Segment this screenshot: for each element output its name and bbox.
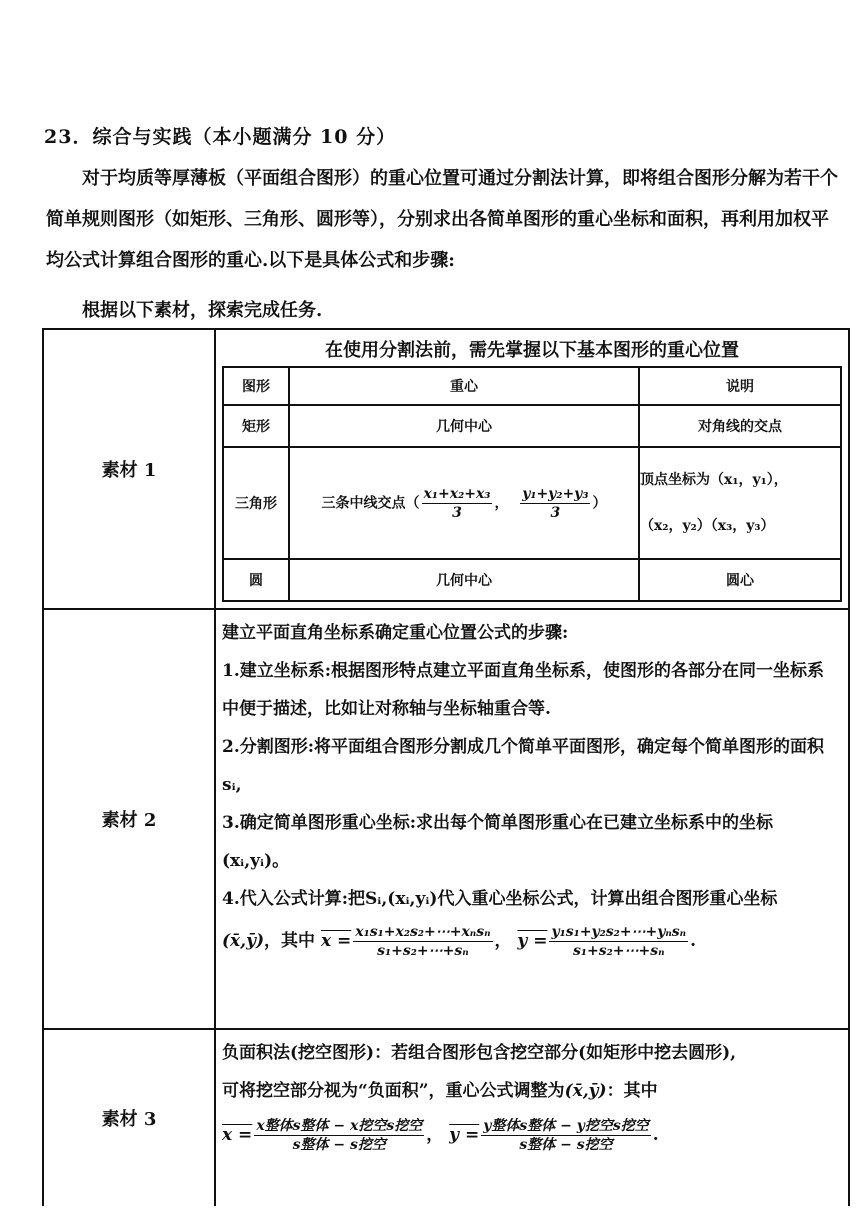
question-instruction: 根据以下素材，探索完成任务.: [82, 300, 323, 321]
material3-label: 素材 3: [43, 1029, 215, 1206]
material2-step3: 3.确定简单图形重心坐标:求出每个简单图形重心在已建立坐标系中的坐标(xᵢ,yᵢ)。: [222, 813, 774, 871]
m3-x-num: x整体s整体 − x挖空s挖空: [256, 1118, 423, 1134]
table-row-circle: [223, 559, 841, 601]
tri-x-fraction: [422, 485, 493, 522]
material2-step1: 1.建立坐标系:根据图形特点建立平面直角坐标系，使图形的各部分在同一坐标系中便于描述，比如让对称轴与坐标轴重合等.: [222, 661, 825, 719]
tri-y-fraction: [520, 485, 590, 522]
m2-x-den: s₁+s₂+⋯+sₙ: [377, 943, 469, 959]
m3-y-den: s整体 − s挖空: [519, 1137, 613, 1153]
m3-x-lhs: x =: [222, 1125, 253, 1145]
material1-content: [215, 329, 849, 609]
header-shape: 图形: [223, 367, 289, 405]
material2-row: [43, 609, 849, 1029]
circle-center: 几何中心: [289, 559, 639, 601]
tri-center-suffix: ）: [592, 495, 607, 511]
tri-x-den: 3: [452, 504, 462, 521]
tri-center-prefix: 三条中线交点（: [321, 495, 420, 511]
m2-x-fraction: [353, 923, 492, 960]
m2-y-lhs: y =: [517, 931, 548, 951]
rect-shape: 矩形: [223, 405, 289, 447]
shape-center-table: [222, 366, 842, 602]
m3-line2-text: 可将挖空部分视为“负面积”，重心公式调整为: [222, 1081, 565, 1101]
materials-table: [42, 328, 850, 1206]
material2-intro: 建立平面直角坐标系确定重心位置公式的步骤:: [222, 623, 569, 643]
m2-comma: ，: [494, 931, 512, 951]
m2-y-den: s₁+s₂+⋯+sₙ: [573, 943, 665, 959]
m3-end: .: [652, 1125, 659, 1145]
header-note: 说明: [639, 367, 841, 405]
m2-mid: ，其中: [264, 931, 316, 951]
m3-x-den: s整体 − s挖空: [292, 1137, 386, 1153]
table-row-triangle: [223, 447, 841, 559]
m3-y-lhs: y =: [449, 1125, 480, 1145]
tri-note-line2: （x₂，y₂）（x₃，y₃）: [640, 518, 775, 534]
tri-y-den: 3: [550, 504, 561, 521]
m2-x-lhs: x =: [320, 931, 352, 951]
material3-content: [215, 1029, 849, 1206]
rect-note: 对角线的交点: [639, 405, 841, 447]
material2-label: 素材 2: [43, 609, 215, 1029]
material2-formula: [222, 922, 840, 960]
m3-comma: ，: [426, 1125, 444, 1145]
table-row-rectangle: [223, 405, 841, 447]
header-center: 重心: [289, 367, 639, 405]
question-title: 23．综合与实践（本小题满分 10 分）: [44, 126, 397, 148]
m2-end: .: [690, 931, 696, 951]
material1-row: [43, 329, 849, 609]
material3-row: [43, 1029, 849, 1206]
m2-pair: (x̄,ȳ): [222, 931, 265, 951]
circle-note: 圆心: [639, 559, 841, 601]
tri-x-num: x₁+x₂+x₃: [423, 485, 491, 502]
m3-pair: (x̄,ȳ): [564, 1081, 607, 1101]
material3-line1: 负面积法(挖空图形)：若组合图形包含挖空部分(如矩形中挖去圆形),: [222, 1043, 737, 1063]
table-header-row: [223, 367, 841, 405]
m2-y-num: y₁s₁+y₂s₂+⋯+yₙsₙ: [551, 924, 687, 940]
material2-step2: 2.分割图形:将平面组合图形分割成几个简单平面图形，确定每个简单图形的面积sᵢ,: [222, 737, 825, 795]
m2-y-fraction: [549, 923, 688, 960]
material2-step4: 4.代入公式计算:把Sᵢ,(xᵢ,yᵢ)代入重心坐标公式，计算出组合图形重心坐标: [222, 889, 778, 909]
material1-label: 素材 1: [43, 329, 215, 609]
m3-x-fraction: [254, 1117, 424, 1154]
tri-note: [639, 447, 841, 559]
circle-shape: 圆: [223, 559, 289, 601]
material3-line2: [222, 1072, 840, 1110]
rect-center: 几何中心: [289, 405, 639, 447]
m2-x-num: x₁s₁+x₂s₂+⋯+xₙsₙ: [355, 924, 491, 940]
m3-y-num: y整体s整体 − y挖空s挖空: [483, 1118, 649, 1134]
question-intro: 对于均质等厚薄板（平面组合图形）的重心位置可通过分割法计算，即将组合图形分解为若干个简单规则图形（如矩形、三角形、圆形等），分别求出各简单图形的重心坐标和面积，再利用加权平均公式计算组合图形的重心.以下是具体公式和步骤:: [46, 168, 838, 271]
material2-content: [215, 609, 849, 1029]
tri-center: 三条中线交点（ $\frac{\text{x₁+x₂+x₃}}{3}$ ， $\frac{\text{y₁+y₂+y₃}}{3}$ ）: [289, 447, 639, 559]
m3-y-fraction: [481, 1117, 651, 1154]
tri-shape: 三角形: [223, 447, 289, 559]
tri-note-line1: 顶点坐标为（x₁，y₁），: [640, 472, 788, 488]
material3-formula: [222, 1116, 840, 1154]
material1-title: 在使用分割法前，需先掌握以下基本图形的重心位置: [325, 340, 739, 361]
tri-y-num: y₁+y₂+y₃: [522, 485, 589, 502]
m3-line2-end: ：其中: [606, 1081, 658, 1101]
